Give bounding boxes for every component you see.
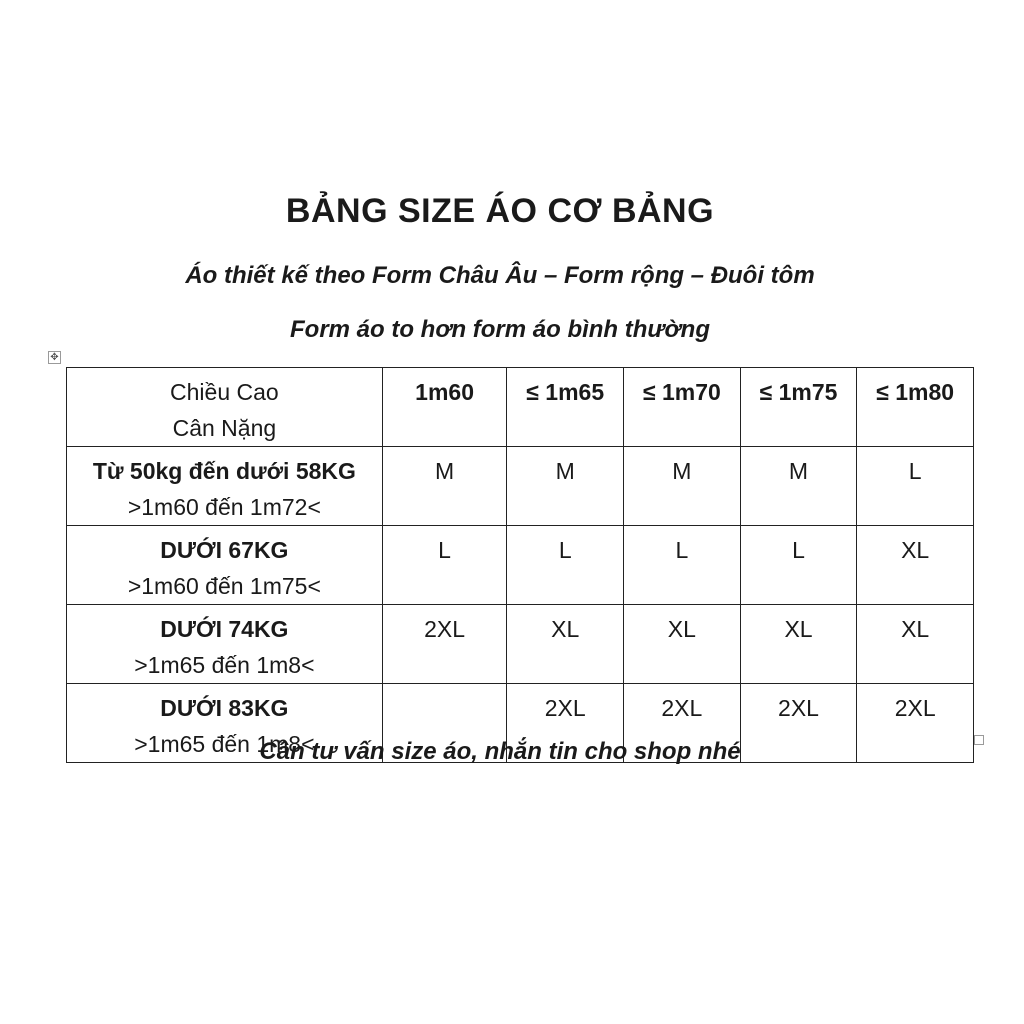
size-cell: 2XL [382,605,507,684]
height-header-cell: ≤ 1m65 [507,368,624,447]
subtitle-form-description: Áo thiết kế theo Form Châu Âu – Form rộng – Đuôi tôm [185,262,815,289]
size-cell: 2XL [740,684,857,763]
size-cell: L [624,526,741,605]
corner-weight-label: Cân Nặng [172,415,277,441]
corner-height-label: Chiều Cao [170,379,279,405]
subtitle-form-note: Form áo to hơn form áo bình thường [290,316,710,343]
height-header-cell: ≤ 1m80 [857,368,974,447]
weight-label: DƯỚI 74KG [160,616,289,642]
size-cell: 2XL [624,684,741,763]
height-range-label: >1m65 đến 1m8< [134,652,315,678]
height-range-label: >1m60 đến 1m75< [127,573,321,599]
size-cell: XL [857,526,974,605]
weight-label: DƯỚI 67KG [160,537,289,563]
size-cell: XL [507,605,624,684]
table-row [67,526,974,605]
size-cell: M [382,447,507,526]
height-range-label: >1m65 đến 1m8< [134,731,315,757]
table-move-handle-icon[interactable]: ✥ [48,351,61,364]
footer-contact-note: Cần tư vấn size áo, nhắn tin cho shop nhé [259,738,741,765]
size-cell: L [857,447,974,526]
height-header-cell: ≤ 1m70 [624,368,741,447]
size-cell: L [382,526,507,605]
size-chart-table [66,367,974,763]
weight-label: Từ 50kg đến dưới 58KG [92,458,356,484]
size-cell: M [624,447,741,526]
page-title: BẢNG SIZE ÁO CƠ BẢNG [285,192,715,230]
height-header-cell: ≤ 1m75 [740,368,857,447]
weight-label-cell [67,526,383,605]
size-cell: XL [857,605,974,684]
weight-label-cell [67,447,383,526]
size-cell[interactable]: 2XL [857,684,974,763]
corner-header-cell [67,368,383,447]
table-row [67,447,974,526]
size-cell: M [740,447,857,526]
size-cell: M [507,447,624,526]
size-cell: XL [740,605,857,684]
weight-label: DƯỚI 83KG [160,695,289,721]
size-cell: XL [624,605,741,684]
size-cell: L [740,526,857,605]
weight-label-cell [67,605,383,684]
table-header-row [67,368,974,447]
size-cell: 2XL [507,684,624,763]
size-cell: L [507,526,624,605]
height-header-cell: 1m60 [382,368,507,447]
height-range-label: >1m60 đến 1m72< [127,494,321,520]
table-row [67,605,974,684]
